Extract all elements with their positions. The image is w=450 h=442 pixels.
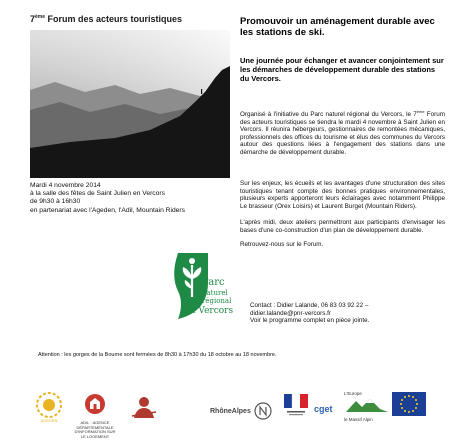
mountain-riders-icon — [130, 394, 158, 420]
workshops-paragraph: L'après midi, deux ateliers permettront aux participants d'envisager les bases d'une co-construction d'un plan de développement durable. — [240, 219, 445, 234]
parc-vercors-logo — [168, 253, 242, 325]
headline: Promouvoir un aménagement durable avec les stations de ski. — [240, 16, 435, 38]
subheadline: Une journée pour échanger et avancer conjointement sur les démarches de développement durable des stations du Vercors. — [240, 56, 444, 83]
rhone-alpes-logo: RhôneAlpes — [210, 408, 251, 415]
parc-logo-word-naturel: naturel — [202, 289, 228, 297]
massif-alpin-logo — [344, 392, 390, 424]
mountain-photo — [30, 30, 230, 178]
europe-caption: L'Europe — [344, 391, 362, 396]
contact-name-phone: Contact : Didier Lalande, 06 83 03 92 22 – — [250, 302, 369, 309]
mountain-riders-logo — [130, 394, 158, 420]
circle-emblem-logo — [254, 402, 272, 420]
eu-flag-logo — [392, 392, 426, 416]
contact-email[interactable]: didier.lalande@pnr-vercors.fr — [250, 309, 331, 317]
intro-paragraph: Organisé à l'initiative du Parc naturel régional du Vercors, le 7ème Forum des acteurs touristiques se tiendra le mardi 4 novembre à Saint Julien en Vercors. Il réunira hébergeurs, gestionnaires de remontées mécaniques, professionnels des offices du tourisme et élus des communes du Vercors autour des questions liées à l'engagement des stations dans une démarche de développement durable. — [240, 109, 445, 157]
event-partners: en partenariat avec l'Ageden, l'Adil, Mountain Riders — [30, 206, 185, 214]
parc-logo-word-parc: Parc — [202, 277, 225, 288]
ageden-logo — [34, 390, 64, 424]
experts-paragraph: Sur les enjeux, les écueils et les avantages d'une structuration des sites touristiques tenant compte des bonnes pratiques environnementales, plusieurs experts apporteront leurs éclairages avec notamment Philippe Le brasseur (Orex Loisirs) et Laurent Burget (Mountain Riders). — [240, 180, 445, 210]
forum-invite: Retrouvez-nous sur le Forum. — [240, 241, 324, 248]
event-venue: à la salle des fêtes de Saint Julien en Vercors — [30, 190, 165, 198]
event-date: Mardi 4 novembre 2014 — [30, 182, 101, 189]
road-closure-notice: Attention : les gorges de la Bourne sont fermées de 8h30 à 17h30 du 18 octobre au 18 novembre. — [38, 352, 277, 358]
parc-logo-word-vercors: du Vercors — [184, 306, 234, 316]
program-note: Voir le programme complet en pièce jointe. — [250, 317, 370, 325]
adil-logo-caption: ADIL · AGENCE DÉPARTEMENTALE D'INFORMATION SUR LE LOGEMENT — [74, 420, 116, 439]
contact-block — [250, 302, 450, 325]
parc-logo-word-regional: régional — [202, 297, 232, 305]
adil-emblem-icon — [72, 392, 118, 416]
cget-logo: cget — [314, 404, 333, 414]
massif-alpin-mountains-icon — [344, 397, 390, 413]
partner-logos — [0, 378, 450, 439]
massif-alpin-caption: le Massif Alpin — [344, 416, 373, 422]
ageden-sun-icon — [34, 390, 64, 424]
eu-flag-icon — [392, 392, 426, 416]
circle-emblem-icon — [254, 402, 272, 420]
event-details — [30, 182, 235, 215]
republique-francaise-logo — [283, 392, 309, 418]
forum-title: 7ème Forum des acteurs touristiques — [30, 14, 183, 24]
event-hours: de 9h30 à 16h30 — [30, 198, 81, 206]
ageden-logo-text: AGEDEN — [40, 418, 58, 423]
marianne-flag-icon — [283, 392, 309, 418]
adil-logo — [72, 392, 118, 439]
